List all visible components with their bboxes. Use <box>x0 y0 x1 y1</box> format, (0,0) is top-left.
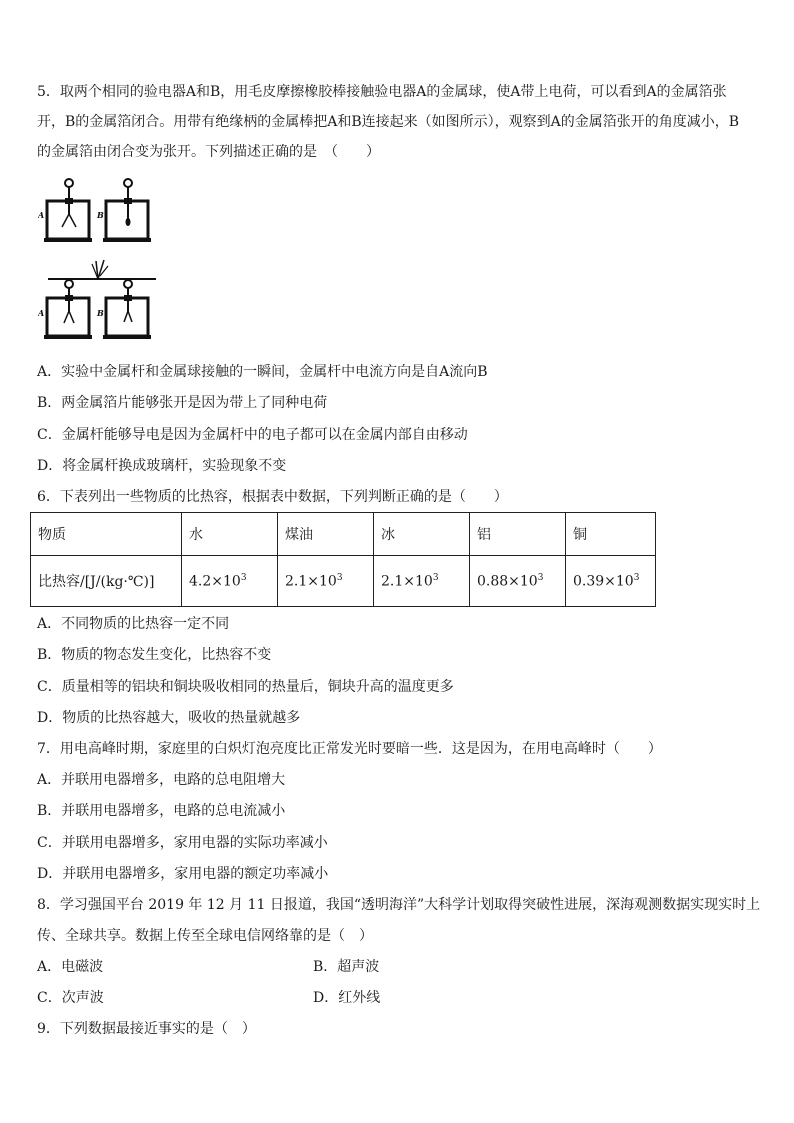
q8-option-b: B．超声波 <box>313 959 380 975</box>
q6-stem: 6．下表列出一些物质的比热容，根据表中数据，下列判断正确的是（ ） <box>37 489 508 505</box>
table-cell <box>182 556 278 607</box>
label-b-top: B <box>97 210 104 220</box>
q7-stem: 7．用电高峰时期，家庭里的白炽灯泡亮度比正常发光时要暗一些．这是因为，在用电高峰时（ ） <box>37 741 662 757</box>
q8-option-d: D．红外线 <box>313 990 381 1006</box>
q7-option-a: A．并联用电器增多，电路的总电阻增大 <box>37 772 286 788</box>
table-cell <box>566 556 656 607</box>
q5-stem-line2: 开，B的金属箔闭合。用带有绝缘柄的金属棒把A和B连接起来（如图所示），观察到A的金属箔张开的角度减小，B <box>37 114 740 130</box>
q7-option-b: B．并联用电器增多，电路的总电流减小 <box>37 803 286 819</box>
value-mantissa: 4.2×10 <box>189 573 241 590</box>
q6-option-a: A．不同物质的比热容一定不同 <box>37 616 230 632</box>
value-mantissa: 0.88×10 <box>477 573 538 590</box>
q6-option-b: B．物质的物态发生变化，比热容不变 <box>37 647 272 663</box>
insulating-handle <box>92 260 108 279</box>
table-header-cell: 煤油 <box>278 513 374 556</box>
table-cell <box>278 556 374 607</box>
q5-stem-line1: 5．取两个相同的验电器A和B，用毛皮摩擦橡胶棒接触验电器A的金属球，使A带上电荷，可以看到A的金属箔张 <box>37 84 727 100</box>
value-mantissa: 2.1×10 <box>285 573 337 590</box>
table-header-cell: 水 <box>182 513 278 556</box>
value-mantissa: 0.39×10 <box>573 573 634 590</box>
value-exponent: 3 <box>537 572 544 583</box>
q5-option-d: D．将金属杆换成玻璃杆，实验现象不变 <box>37 458 287 474</box>
table-cell <box>374 556 470 607</box>
table-row <box>31 556 656 607</box>
electroscope-a-bottom <box>44 280 92 339</box>
q9-stem: 9．下列数据最接近事实的是（ ） <box>37 1021 256 1037</box>
q8-option-a: A．电磁波 <box>37 959 104 975</box>
q5-option-a: A．实验中金属杆和金属球接触的一瞬间，金属杆中电流方向是自A流向B <box>37 364 488 380</box>
electroscope-b-bottom <box>103 280 151 339</box>
value-exponent: 3 <box>240 572 247 583</box>
electroscope-a-top <box>44 179 92 242</box>
electroscope-b-top <box>103 179 151 242</box>
table-header-cell: 铝 <box>470 513 566 556</box>
value-exponent: 3 <box>633 572 640 583</box>
value-exponent: 3 <box>336 572 343 583</box>
q5-option-b: B．两金属箔片能够张开是因为带上了同种电荷 <box>37 395 328 411</box>
value-mantissa: 2.1×10 <box>381 573 433 590</box>
value-exponent: 3 <box>432 572 439 583</box>
table-header-cell: 冰 <box>374 513 470 556</box>
q8-option-c: C．次声波 <box>37 990 104 1006</box>
q8-stem-line1: 8．学习强国平台 2019 年 12 月 11 日报道，我国“透明海洋”大科学计划取得突破性进展，深海观测数据实现实时上 <box>37 897 761 913</box>
q8-stem-line2: 传、全球共享。数据上传至全球电信网络靠的是（ ） <box>37 928 373 944</box>
electroscope-diagram <box>38 176 158 346</box>
label-a-top: A <box>38 210 45 220</box>
table-header-cell: 铜 <box>566 513 656 556</box>
specific-heat-table <box>30 512 656 607</box>
q6-option-c: C．质量相等的铝块和铜块吸收相同的热量后，铜块升高的温度更多 <box>37 679 454 695</box>
table-header-row <box>31 513 656 556</box>
table-header-cell: 物质 <box>31 513 182 556</box>
label-b-bottom: B <box>97 308 104 318</box>
q7-option-c: C．并联用电器增多，家用电器的实际功率减小 <box>37 835 328 851</box>
table-row-label: 比热容/[J/(kg·℃)] <box>31 556 182 607</box>
q7-option-d: D．并联用电器增多，家用电器的额定功率减小 <box>37 866 329 882</box>
q6-option-d: D．物质的比热容越大，吸收的热量就越多 <box>37 710 301 726</box>
electroscope-figure <box>38 176 158 346</box>
q5-stem-line3: 的金属箔由闭合变为张开。下列描述正确的是 （ ） <box>37 144 380 160</box>
q5-option-c: C．金属杆能够导电是因为金属杆中的电子都可以在金属内部自由移动 <box>37 427 468 443</box>
label-a-bottom: A <box>38 308 45 318</box>
table-cell <box>470 556 566 607</box>
